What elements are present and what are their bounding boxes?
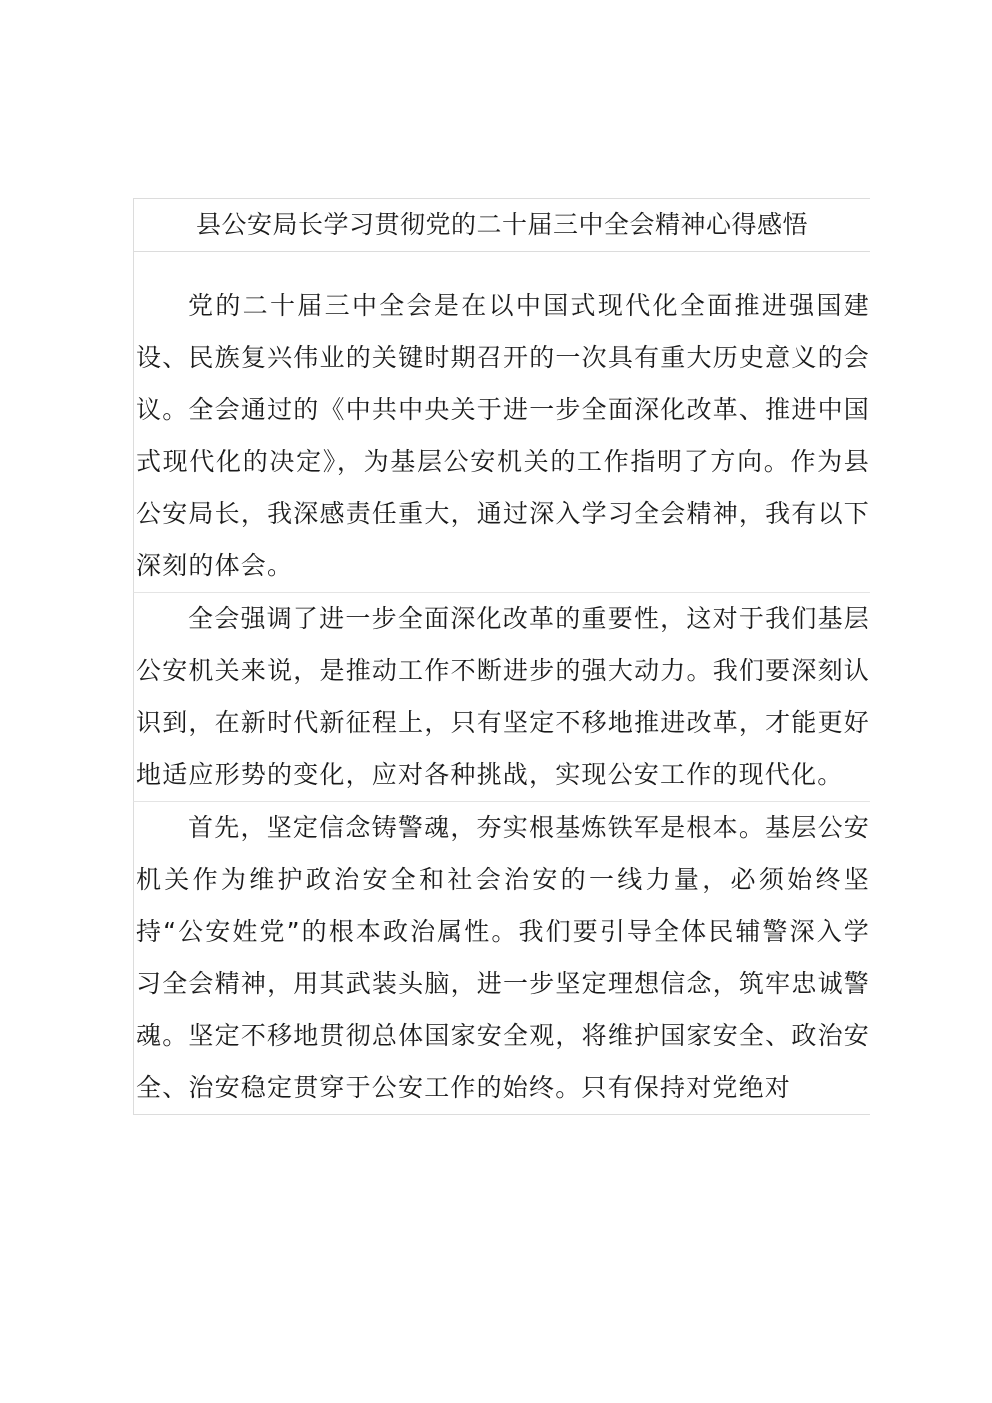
document-title: 县公安局长学习贯彻党的二十届三中全会精神心得感悟 — [195, 210, 808, 239]
title-row — [133, 198, 870, 252]
document-page — [133, 198, 870, 1115]
paragraph-reform: 全会强调了进一步全面深化改革的重要性，这对于我们基层公安机关来说，是推动工作不断进步的强大动力。我们要深刻认识到，在新时代新征程上，只有坚定不移地推进改革，才能更好地适应形势的变化，应对各种挑战，实现公安工作的现代化。 — [133, 593, 870, 802]
paragraph-intro: 党的二十届三中全会是在以中国式现代化全面推进强国建设、民族复兴伟业的关键时期召开的一次具有重大历史意义的会议。全会通过的《中共中央关于进一步全面深化改革、推进中国式现代化的决定》，为基层公安机关的工作指明了方向。作为县公安局长，我深感责任重大，通过深入学习全会精神，我有以下深刻的体会。 — [133, 252, 870, 593]
paragraph-loyalty: 首先，坚定信念铸警魂，夯实根基炼铁军是根本。基层公安机关作为维护政治安全和社会治安的一线力量，必须始终坚持“公安姓党”的根本政治属性。我们要引导全体民辅警深入学习全会精神，用其武装头脑，进一步坚定理想信念，筑牢忠诚警魂。坚定不移地贯彻总体国家安全观，将维护国家安全、政治安全、治安稳定贯穿于公安工作的始终。只有保持对党绝对 — [133, 802, 870, 1115]
